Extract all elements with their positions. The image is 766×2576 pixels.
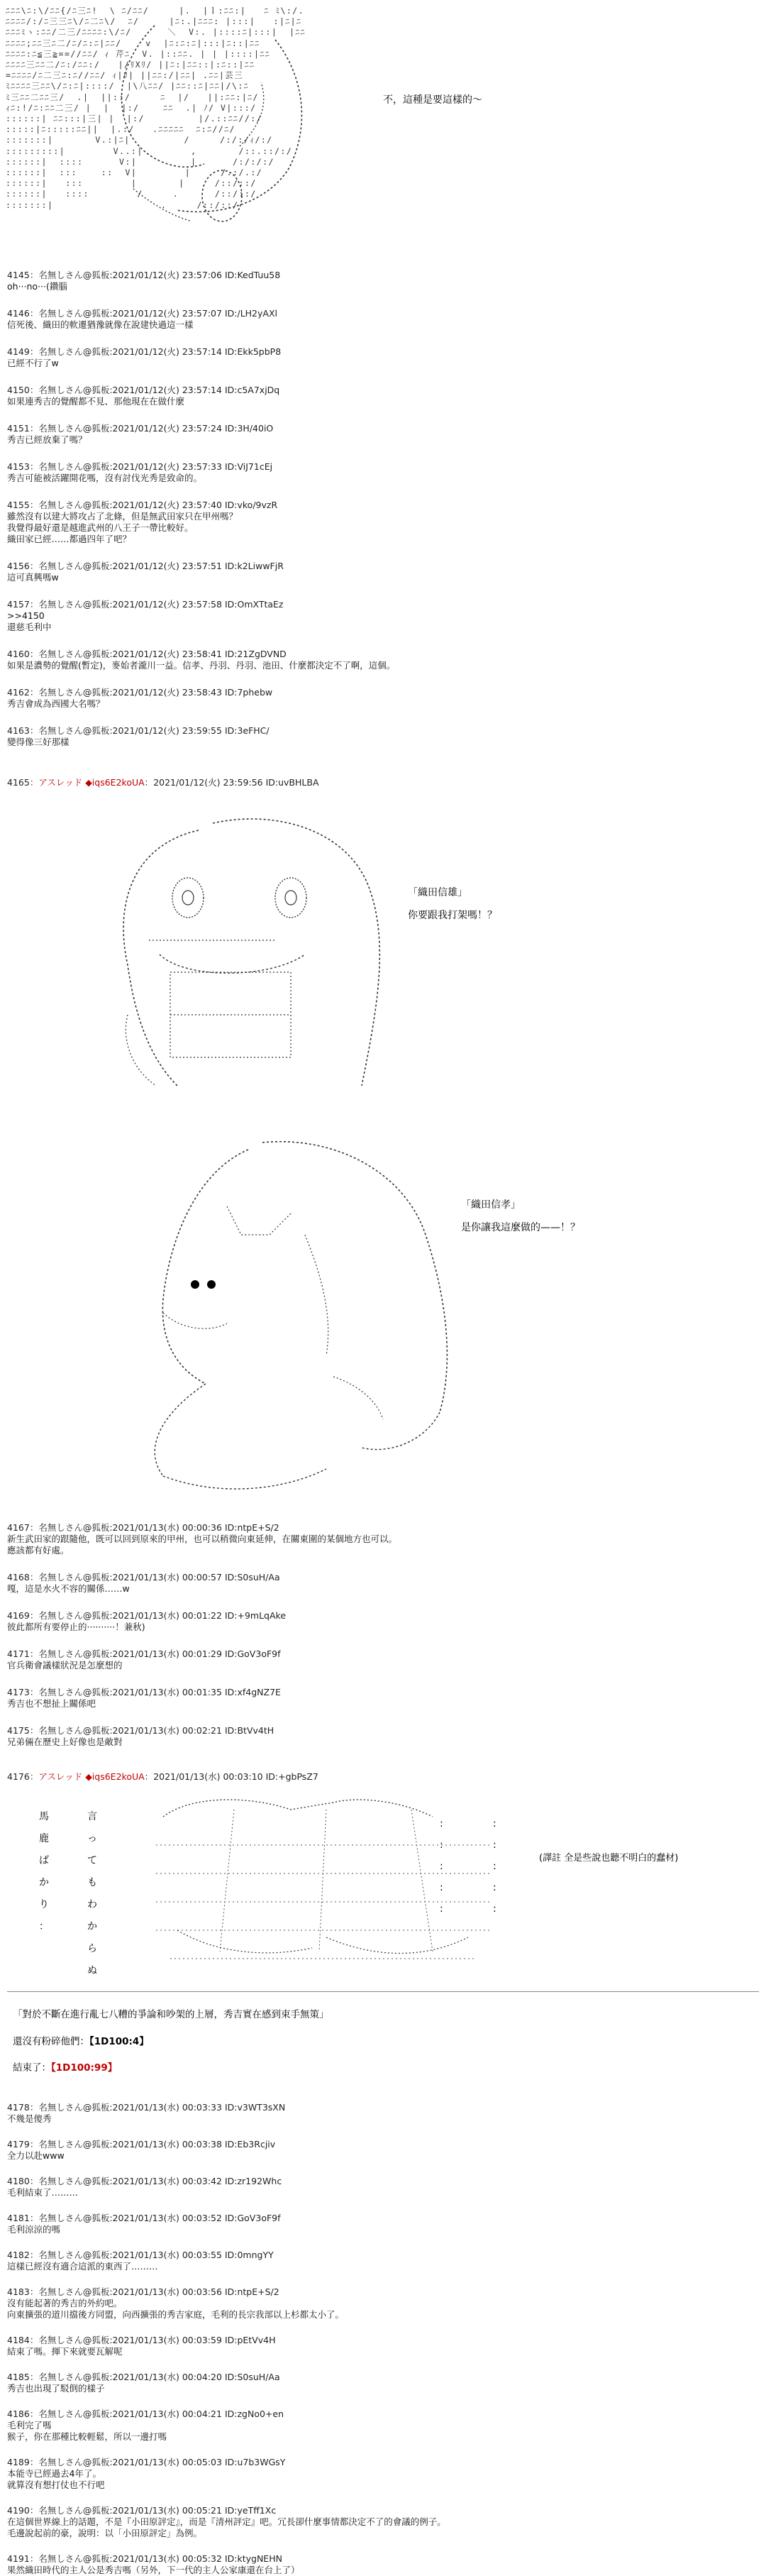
post-header: 4171：名無しさん@狐板:2021/01/13(水) 00:01:29 ID:GoV3oF9f (7, 1648, 281, 1659)
post-body: 秀吉也出現了駁倒的樣子 (7, 2383, 105, 2394)
post-date: 2021/01/12(火) 23:57:14 (112, 385, 222, 395)
post-id: ID:zr192Whc (224, 2176, 282, 2186)
divider (7, 1991, 759, 1992)
post-author: ：名無しさん@狐板 (29, 725, 110, 736)
post-author: ：名無しさん@狐板 (29, 649, 110, 659)
post-4171 (7, 1648, 759, 1671)
post-id: ID:S0suH/Aa (224, 2372, 280, 2382)
post-id: ID:Eb3Rcjiv (224, 2139, 276, 2150)
post-body: 變得像三好那樣 (7, 737, 70, 747)
post-4157 (7, 599, 759, 633)
post-date: 2021/01/12(火) 23:59:55 (112, 725, 222, 736)
post-body: 毛利結束了……… (7, 2187, 79, 2198)
post-date: 2021/01/13(水) 00:03:38 (112, 2139, 222, 2150)
post-date: 2021/01/13(水) 00:04:21 (112, 2409, 222, 2419)
post-4185 (7, 2372, 759, 2394)
post-number: 4157 (7, 599, 30, 610)
post-date: 2021/01/13(水) 00:01:22 (112, 1610, 222, 1621)
post-id: ID:GoV3oF9f (224, 1648, 281, 1659)
narration-line-3 (13, 2062, 750, 2074)
post-id: ID:uvBHLBA (265, 777, 319, 788)
post-id: ID:+9mLqAke (224, 1610, 287, 1621)
post-4178 (7, 2102, 759, 2125)
post-id: ID:/LH2yAXl (224, 308, 277, 319)
art-round-face (92, 802, 418, 1100)
post-id: ID:ntpE+S/2 (224, 2286, 279, 2297)
ascii-art-line: :::::::::| V..:| , /::.::/:/ (6, 145, 293, 156)
post-4145 (7, 270, 759, 292)
post-number: 4146 (7, 308, 30, 319)
post-number: 4173 (7, 1687, 30, 1697)
post-header: 4150：名無しさん@狐板:2021/01/12(火) 23:57:14 ID:c5A7xjDq (7, 385, 280, 395)
post-id: ID:7phebw (224, 687, 273, 698)
post-id: ID:v3WT3sXN (224, 2102, 286, 2113)
post-header: 4184：名無しさん@狐板:2021/01/13(水) 00:03:59 ID:pEtVv4H (7, 2335, 276, 2345)
post-date: 2021/01/12(火) 23:57:07 (112, 308, 222, 319)
narration-line-2 (13, 2035, 750, 2048)
post-4169 (7, 1610, 759, 1633)
post-header: 4146：名無しさん@狐板:2021/01/12(火) 23:57:07 ID:/LH2yAXl (7, 308, 277, 319)
post-date: 2021/01/13(水) 00:00:36 (112, 1522, 222, 1533)
post-date: 2021/01/13(水) 00:03:52 (112, 2213, 222, 2223)
vertical-char: ば (39, 1855, 49, 1866)
post-number: 4180 (7, 2176, 30, 2186)
narration-line-3-label: 結束了： (13, 2062, 51, 2074)
post-4160 (7, 649, 759, 671)
post-author: ：名無しさん@狐板 (29, 385, 110, 395)
post-date: 2021/01/13(水) 00:03:59 (112, 2335, 222, 2345)
post-id: ID:3eFHC/ (224, 725, 270, 736)
post-date: 2021/01/13(水) 00:05:21 (112, 2505, 222, 2516)
post-date: 2021/01/12(火) 23:58:41 (112, 649, 222, 659)
post-4163 (7, 725, 759, 748)
post-id: ID:u7b3WGsY (224, 2457, 286, 2467)
post-date: 2021/01/13(水) 00:04:20 (112, 2372, 222, 2382)
art-messy-face (121, 1128, 489, 1519)
post-header: 4163：名無しさん@狐板:2021/01/12(火) 23:59:55 ID:3eFHC/ (7, 725, 270, 736)
post-body: 如果是濃勢的覺醒(暫定)，麥始者瀧川一益。信孝、丹羽、丹羽、池田、什麼都決定不了啊，這個。 (7, 660, 396, 671)
post-author: ：名無しさん@狐板 (29, 2286, 110, 2297)
post-number: 4191 (7, 2553, 30, 2564)
post-id: ID:3H/40iO (224, 423, 274, 434)
post-author: ：名無しさん@狐板 (29, 2139, 110, 2150)
post-number: 4156 (7, 561, 30, 571)
ascii-art-line: :::::::| V.:|ﾆ| / /:/:/ｨ/:/ (6, 135, 273, 145)
post-number: 4167 (7, 1522, 30, 1533)
post-4149 (7, 346, 759, 369)
post-date: 2021/01/12(火) 23:57:14 (112, 346, 222, 357)
post-author: ：名無しさん@狐板 (29, 2457, 110, 2467)
vertical-dots-left: : : : : : (440, 1818, 443, 1915)
post-4176 (7, 1771, 759, 1783)
post-4190 (7, 2505, 759, 2539)
art4-caption: (譯註 全是些說也聽不明白的蠢材) (539, 1853, 679, 1864)
post-4155 (7, 500, 759, 545)
post-id: ID:BtVv4tH (224, 1725, 274, 1736)
ascii-art-text-top (6, 6, 360, 219)
post-date: 2021/01/12(火) 23:57:24 (112, 423, 222, 434)
vertical-char: ： (39, 1921, 49, 1932)
post-4151 (7, 423, 759, 446)
vertical-char: ら (87, 1943, 97, 1954)
post-id: ID:pEtVv4H (224, 2335, 276, 2345)
post-4181 (7, 2213, 759, 2235)
post-body: 結束了嗎。揮下來就要瓦解呢 (7, 2346, 123, 2357)
post-header: 4145：名無しさん@狐板:2021/01/12(火) 23:57:06 ID:KedTuu58 (7, 270, 281, 280)
post-body: 彼此都所有要停止的··········！兼秋) (7, 1622, 145, 1632)
post-header: 4186：名無しさん@狐板:2021/01/13(水) 00:04:21 ID:zgNo0+en (7, 2409, 284, 2419)
post-header: 4155：名無しさん@狐板:2021/01/12(火) 23:57:40 ID:vko/9vzR (7, 500, 278, 510)
post-trip: ◆iqs6E2koUA (85, 1771, 145, 1782)
post-body: 這可真興嗎w (7, 572, 59, 583)
post-header: 4189：名無しさん@狐板:2021/01/13(水) 00:05:03 ID:u7b3WGsY (7, 2457, 286, 2467)
post-author: ：名無しさん@狐板 (29, 500, 110, 510)
post-author: ：名無しさん@狐板 (29, 308, 110, 319)
post-date: 2021/01/12(火) 23:59:56 (153, 777, 263, 788)
ascii-art-line: ﾆﾆﾆﾐヽ:ﾆﾆ/二三/ﾆﾆﾆﾆ:\/ﾆ/ ＼ V:. |::::ﾆ|:::| |ﾆﾆ (6, 27, 306, 38)
post-date: 2021/01/13(水) 00:03:10 (153, 1771, 263, 1782)
post-header: 4181：名無しさん@狐板:2021/01/13(水) 00:03:52 ID:GoV3oF9f (7, 2213, 281, 2223)
post-id: ID:zgNo0+en (224, 2409, 284, 2419)
post-number: 4186 (7, 2409, 30, 2419)
post-author: ：名無しさん@狐板 (29, 561, 110, 571)
post-header: 4179：名無しさん@狐板:2021/01/13(水) 00:03:38 ID:Eb3Rcjiv (7, 2139, 276, 2150)
post-body: 如果連秀吉的覺醒都不見、那他現在在做什麼 (7, 396, 185, 407)
post-id: ID:xf4gNZ7E (224, 1687, 281, 1697)
post-body: >>4150 還慈毛利中 (7, 610, 52, 632)
narration-line-1: 「對於不斷在進行亂七八糟的爭論和吵架的上層，秀吉實在感到束手無策」 (13, 2009, 329, 2020)
post-4156 (7, 561, 759, 583)
ascii-art-line: ﾆﾆﾆ\ﾆ:\/ﾆﾆ{/ﾆ三ﾆ! \ ﾆ/ﾆﾆ/ |. |ｌ:ﾆﾆ:| ﾆ ﾐ\:/. (6, 6, 305, 16)
post-date: 2021/01/13(水) 00:03:55 (112, 2250, 222, 2260)
post-header: 4180：名無しさん@狐板:2021/01/13(水) 00:03:42 ID:zr192Whc (7, 2176, 282, 2186)
post-4167 (7, 1522, 759, 1556)
post-header: 4190：名無しさん@狐板:2021/01/13(水) 00:05:21 ID:yeTff1Xc (7, 2505, 277, 2516)
post-number: 4155 (7, 500, 30, 510)
post-author: ：名無しさん@狐板 (29, 687, 110, 698)
post-number: 4153 (7, 461, 30, 472)
post-author: ：名無しさん@狐板 (29, 2409, 110, 2419)
post-date: 2021/01/12(火) 23:57:06 (112, 270, 222, 280)
post-body: 信死後、織田的軟遷猶豫就像在說建快過這一樣 (7, 319, 194, 330)
post-4165 (7, 777, 759, 788)
post-trip: ◆iqs6E2koUA (85, 777, 145, 788)
post-header: 4191：名無しさん@狐板:2021/01/13(水) 00:05:32 ID:ktygNEHN (7, 2553, 282, 2564)
ascii-art-line: ｨﾆ:!/ﾆ:ﾆﾆ二三/ | | |:/ ﾆﾆ .| ﾉ/ V|:::/ (6, 102, 257, 113)
art1-caption: 不，這種是要這樣的〜 (383, 94, 482, 106)
vertical-char: わ (87, 1899, 97, 1910)
ascii-art-line: :::::|ﾆ:::::ﾆﾆ|| |.:/ .ﾆﾆﾆﾆﾆ ﾆ:ﾆ//ﾆ/ (6, 124, 236, 135)
post-author: ：アスレッド (29, 1771, 83, 1782)
ascii-art-line: ::::::| :::: / . /::/::/ (6, 189, 257, 199)
post-body: oh···no···(鑽腦 (7, 281, 67, 292)
post-header: 4156：名無しさん@狐板:2021/01/12(火) 23:57:51 ID:k2LiwwFjR (7, 561, 284, 571)
post-body: 雖然沒有以建大將攻占了北條，但是無武田家只在甲州嗎？ 我覺得最好還是越進武州的八王子一帶比較好。 織田家已經……都過四年了吧？ (7, 511, 238, 544)
post-4150 (7, 385, 759, 407)
post-header: 4149：名無しさん@狐板:2021/01/12(火) 23:57:14 ID:Ekk5pbP8 (7, 346, 282, 357)
post-number: 4160 (7, 649, 30, 659)
post-author: ：名無しさん@狐板 (29, 2553, 110, 2564)
vertical-char: り (39, 1899, 49, 1910)
post-number: 4181 (7, 2213, 30, 2223)
post-number: 4183 (7, 2286, 30, 2297)
vertical-char: て (87, 1855, 97, 1866)
post-number: 4179 (7, 2139, 30, 2150)
post-4146 (7, 308, 759, 331)
post-date: 2021/01/13(水) 00:02:21 (112, 1725, 222, 1736)
vertical-char: 鹿 (39, 1833, 49, 1844)
post-number: 4185 (7, 2372, 30, 2382)
post-4153 (7, 461, 759, 484)
post-number: 4171 (7, 1648, 30, 1659)
ascii-art-line: ::::::| :::: V:| | /:/:/:/ (6, 156, 275, 167)
post-author: ：名無しさん@狐板 (29, 2372, 110, 2382)
post-header: 4173：名無しさん@狐板:2021/01/13(水) 00:01:35 ID:xf4gNZ7E (7, 1687, 281, 1697)
post-id: ID:GoV3oF9f (224, 2213, 281, 2223)
ascii-art-line: ﾆﾆﾆﾆ;ﾆﾆ三ﾆ二/ﾆ/ﾆ:ﾆ|ﾆﾆ/ v |ﾆ:ﾆ:ﾆ|:::|ﾆ::|ﾆﾆ (6, 38, 260, 48)
post-author: ：名無しさん@狐板 (29, 1610, 110, 1621)
ascii-art-line: ﾐﾆﾆﾆﾆ三ﾆﾆ\/ﾆ:ﾆ|::::/ |\八ﾆﾆ/ |ﾆﾆ::ﾆ|ﾆﾆ|/\:ﾆ (6, 81, 249, 92)
vertical-char: も (87, 1877, 97, 1888)
vertical-char: っ (87, 1833, 97, 1844)
post-author: ：名無しさん@狐板 (29, 2102, 110, 2113)
post-4182 (7, 2250, 759, 2272)
post-4168 (7, 1572, 759, 1595)
post-date: 2021/01/12(火) 23:57:33 (112, 461, 222, 472)
post-header: 4185：名無しさん@狐板:2021/01/13(水) 00:04:20 ID:S0suH/Aa (7, 2372, 280, 2382)
post-number: 4145 (7, 270, 30, 280)
post-id: ID:KedTuu58 (224, 270, 281, 280)
post-date: 2021/01/13(水) 00:00:57 (112, 1572, 222, 1583)
post-author: ：名無しさん@狐板 (29, 1725, 110, 1736)
post-4173 (7, 1687, 759, 1710)
post-id: ID:vko/9vzR (224, 500, 278, 510)
post-header: 4178：名無しさん@狐板:2021/01/13(水) 00:03:33 ID:v3WT3sXN (7, 2102, 286, 2113)
post-body: 秀吉會成為西國大名嗎？ (7, 698, 105, 709)
post-body: 毛利完了嗎 猴子，你在那種比較輕鬆，所以一邊打嗎 (7, 2420, 167, 2442)
post-header: 4182：名無しさん@狐板:2021/01/13(水) 00:03:55 ID:0mngYY (7, 2250, 274, 2260)
post-body: 這樣已經沒有適合這派的東西了……… (7, 2261, 158, 2272)
post-number: 4184 (7, 2335, 30, 2345)
post-author: ：名無しさん@狐板 (29, 2505, 110, 2516)
post-header: 4167：名無しさん@狐板:2021/01/13(水) 00:00:36 ID:ntpE+S/2 (7, 1522, 279, 1533)
post-author: ：アスレッド (29, 777, 83, 788)
ascii-art-line: ::::::| ﾆﾆ:::|三| | |:/ |/.::ﾆﾆ//:/ (6, 114, 263, 124)
post-author: ：名無しさん@狐板 (29, 1572, 110, 1583)
ascii-art-line: ::::::| ::: :: V| | /.:/.:/ (6, 167, 263, 178)
vertical-char: 言 (87, 1811, 97, 1822)
ascii-art-line: ::::::| ::: | | /::/::/ (6, 178, 257, 189)
post-author: ：名無しさん@狐板 (29, 346, 110, 357)
post-author: ：名無しさん@狐板 (29, 1648, 110, 1659)
vertical-char: 馬 (39, 1811, 49, 1822)
dice-result-2: 【1D100:99】 (51, 2062, 118, 2074)
post-header: 4183：名無しさん@狐板:2021/01/13(水) 00:03:56 ID:ntpE+S/2 (7, 2286, 279, 2297)
ascii-art-line: =ﾆﾆﾆﾆ/ﾆ二三ﾆ:ﾆ//ﾆﾆ/ ｨ|ﾘ| ||ﾆﾆ:/|ﾆﾆ| .ﾆﾆ|芸三 (6, 70, 244, 81)
post-body: 秀吉已經放棄了嗎？ (7, 434, 87, 445)
post-4179 (7, 2139, 759, 2162)
post-header: 4176：アスレッド ◆iqs6E2koUA：2021/01/13(水) 00:03:10 ID:+gbPsZ7 (7, 1771, 318, 1782)
post-header: 4160：名無しさん@狐板:2021/01/12(火) 23:58:41 ID:21ZgDVND (7, 649, 287, 659)
dice-result-1: 【1D100:4】 (89, 2036, 149, 2047)
post-header: 4151：名無しさん@狐板:2021/01/12(火) 23:57:24 ID:3H/40iO (7, 423, 274, 434)
post-number: 4169 (7, 1610, 30, 1621)
post-number: 4150 (7, 385, 30, 395)
post-author: ：名無しさん@狐板 (29, 599, 110, 610)
post-header: 4168：名無しさん@狐板:2021/01/13(水) 00:00:57 ID:S0suH/Aa (7, 1572, 280, 1583)
post-number: 4189 (7, 2457, 30, 2467)
post-date: 2021/01/13(水) 00:05:32 (112, 2553, 222, 2564)
post-id: ID:ViJ71cEj (224, 461, 273, 472)
post-date: 2021/01/13(水) 00:01:35 (112, 1687, 222, 1697)
post-body: 新生武田家的跟隨他，既可以回到原來的甲州，也可以稍微向東延伸，在關東圍的某個地方也可以。 應該都有好處。 (7, 1534, 398, 1556)
post-header: 4169：名無しさん@狐板:2021/01/13(水) 00:01:22 ID:+9mLqAke (7, 1610, 287, 1621)
post-header: 4175：名無しさん@狐板:2021/01/13(水) 00:02:21 ID:BtVv4tH (7, 1725, 274, 1736)
post-4180 (7, 2176, 759, 2198)
post-header: 4157：名無しさん@狐板:2021/01/12(火) 23:57:58 ID:OmXTtaEz (7, 599, 284, 610)
ascii-art-line: ﾐ三ﾆﾆ二ﾆﾆ三/ .| ||::/ ﾆ |/ ||:ﾆﾆ:|ﾆ/ (6, 92, 259, 102)
post-body: 本能寺已經過去4年了。 就算沒有想打仗也不行吧 (7, 2468, 105, 2490)
post-author: ：名無しさん@狐板 (29, 1522, 110, 1533)
post-id: ID:c5A7xjDq (224, 385, 280, 395)
vertical-dots-right: : : : : : (493, 1818, 496, 1915)
art-crowd (149, 1788, 504, 1980)
post-number: 4168 (7, 1572, 30, 1583)
post-number: 4175 (7, 1725, 30, 1736)
post-author: ：名無しさん@狐板 (29, 270, 110, 280)
ascii-art-line: ﾆﾆﾆﾆ三ﾆﾆ二/ﾆ:/ﾆﾆ:/ |/ﾘXﾘ/ ||ﾆ:|ﾆﾆ::|:ﾆ::|ﾆﾆ (6, 60, 255, 70)
post-date: 2021/01/13(水) 00:03:42 (112, 2176, 222, 2186)
post-id: ID:0mngYY (224, 2250, 274, 2260)
post-id: ID:Ekk5pbP8 (224, 346, 282, 357)
post-number: 4176 (7, 1771, 30, 1782)
post-number: 4149 (7, 346, 30, 357)
narration-line-2-label: 還沒有粉碎他們： (13, 2036, 89, 2047)
post-id: ID:S0suH/Aa (224, 1572, 280, 1583)
post-number: 4178 (7, 2102, 30, 2113)
post-author: ：名無しさん@狐板 (29, 2250, 110, 2260)
post-body: 秀吉可能被活躍開花嗎，沒有討伐光秀是致命的。 (7, 473, 203, 483)
vertical-char: か (87, 1921, 97, 1932)
post-header: 4162：名無しさん@狐板:2021/01/12(火) 23:58:43 ID:7phebw (7, 687, 273, 698)
post-header: 4165：アスレッド ◆iqs6E2koUA：2021/01/12(火) 23:59:56 ID:uvBHLBA (7, 777, 319, 788)
post-body: 秀吉也不想扯上關係吧 (7, 1698, 96, 1709)
post-number: 4190 (7, 2505, 30, 2516)
post-body: 已經不行了w (7, 358, 59, 368)
post-body: 不幾是傻秀 (7, 2113, 52, 2124)
art3-caption: 「織田信孝」 是你讓我這麼做的——！？ (461, 1199, 580, 1233)
post-id: ID:yeTff1Xc (224, 2505, 277, 2516)
post-date: 2021/01/12(火) 23:57:51 (112, 561, 222, 571)
ascii-art-line: ﾆﾆﾆﾆ:ﾆ≦三≧==//ﾆﾆ/ ｨ 芹ﾆ V. |::ﾆﾆ. | | |::::|ﾆﾆ (6, 48, 270, 59)
post-body: 毛利涼涼的嗎 (7, 2224, 61, 2235)
post-author: ：名無しさん@狐板 (29, 423, 110, 434)
post-id: ID:k2LiwwFjR (224, 561, 284, 571)
post-body: 沒有能起著的秀吉的外約吧。 向東擴張的道川擋後方同盟，向西擴張的秀吉家庭，毛利的長宗我部以上杉都太小了。 (7, 2298, 345, 2320)
post-id: ID:ntpE+S/2 (224, 1522, 279, 1533)
post-number: 4165 (7, 777, 30, 788)
post-date: 2021/01/13(水) 00:01:29 (112, 1648, 222, 1659)
post-body: 嘎，這是水火不容的關係……w (7, 1583, 130, 1594)
ascii-art-line: ﾆﾆﾆﾆ/:/ﾆ三三ﾆ\/ﾆ二ﾆ\/ ﾆ/ |ﾆ:.|ﾆﾆﾆ: |:::| :|ﾆ|ﾆ (6, 16, 302, 27)
post-4191 (7, 2553, 759, 2576)
post-number: 4182 (7, 2250, 30, 2260)
post-number: 4151 (7, 423, 30, 434)
post-author: ：名無しさん@狐板 (29, 1687, 110, 1697)
post-4183 (7, 2286, 759, 2321)
ascii-art-line: :::::::| . /::/::/ (6, 199, 239, 210)
post-4162 (7, 687, 759, 710)
post-date: 2021/01/12(火) 23:57:40 (112, 500, 222, 510)
post-id: ID:21ZgDVND (224, 649, 287, 659)
post-author: ：名無しさん@狐板 (29, 2176, 110, 2186)
post-date: 2021/01/13(水) 00:05:03 (112, 2457, 222, 2467)
post-header: 4153：名無しさん@狐板:2021/01/12(火) 23:57:33 ID:ViJ71cEj (7, 461, 273, 472)
post-id: ID:ktygNEHN (224, 2553, 282, 2564)
post-author: ：名無しさん@狐板 (29, 2335, 110, 2345)
post-date: 2021/01/12(火) 23:57:58 (112, 599, 222, 610)
post-date: 2021/01/13(水) 00:03:33 (112, 2102, 222, 2113)
post-body: 在這個世界線上的話題，不是『小田原評定』，而是『清州評定』吧。冗長卻什麼事情都決定不了的會議的例子。 毛邊說起前的豪，說明：以「小田原評定」為例。 (7, 2516, 446, 2538)
post-author: ：名無しさん@狐板 (29, 461, 110, 472)
post-body: 兄弟倆在歷史上好像也是敵對 (7, 1736, 123, 1747)
post-4184 (7, 2335, 759, 2357)
post-id: ID:OmXTtaEz (224, 599, 284, 610)
post-4189 (7, 2457, 759, 2491)
art2-caption: 「織田信雄」 你要跟我打架嗎！？ (408, 887, 497, 921)
post-author: ：名無しさん@狐板 (29, 2213, 110, 2223)
post-body: 果然織田時代的主人公是秀吉嗎（另外，下一代的主人公家康還在台上了） (7, 2565, 300, 2575)
post-body: 官兵衛會議樣狀況是怎麼想的 (7, 1660, 123, 1670)
post-body: 全力以赴www (7, 2150, 65, 2161)
post-4186 (7, 2409, 759, 2443)
post-4175 (7, 1725, 759, 1748)
vertical-char: ぬ (87, 1965, 97, 1976)
post-number: 4163 (7, 725, 30, 736)
post-number: 4162 (7, 687, 30, 698)
post-date: 2021/01/13(水) 00:03:56 (112, 2286, 222, 2297)
post-date: 2021/01/12(火) 23:58:43 (112, 687, 222, 698)
post-id: ID:+gbPsZ7 (265, 1771, 318, 1782)
vertical-char: か (39, 1877, 49, 1888)
